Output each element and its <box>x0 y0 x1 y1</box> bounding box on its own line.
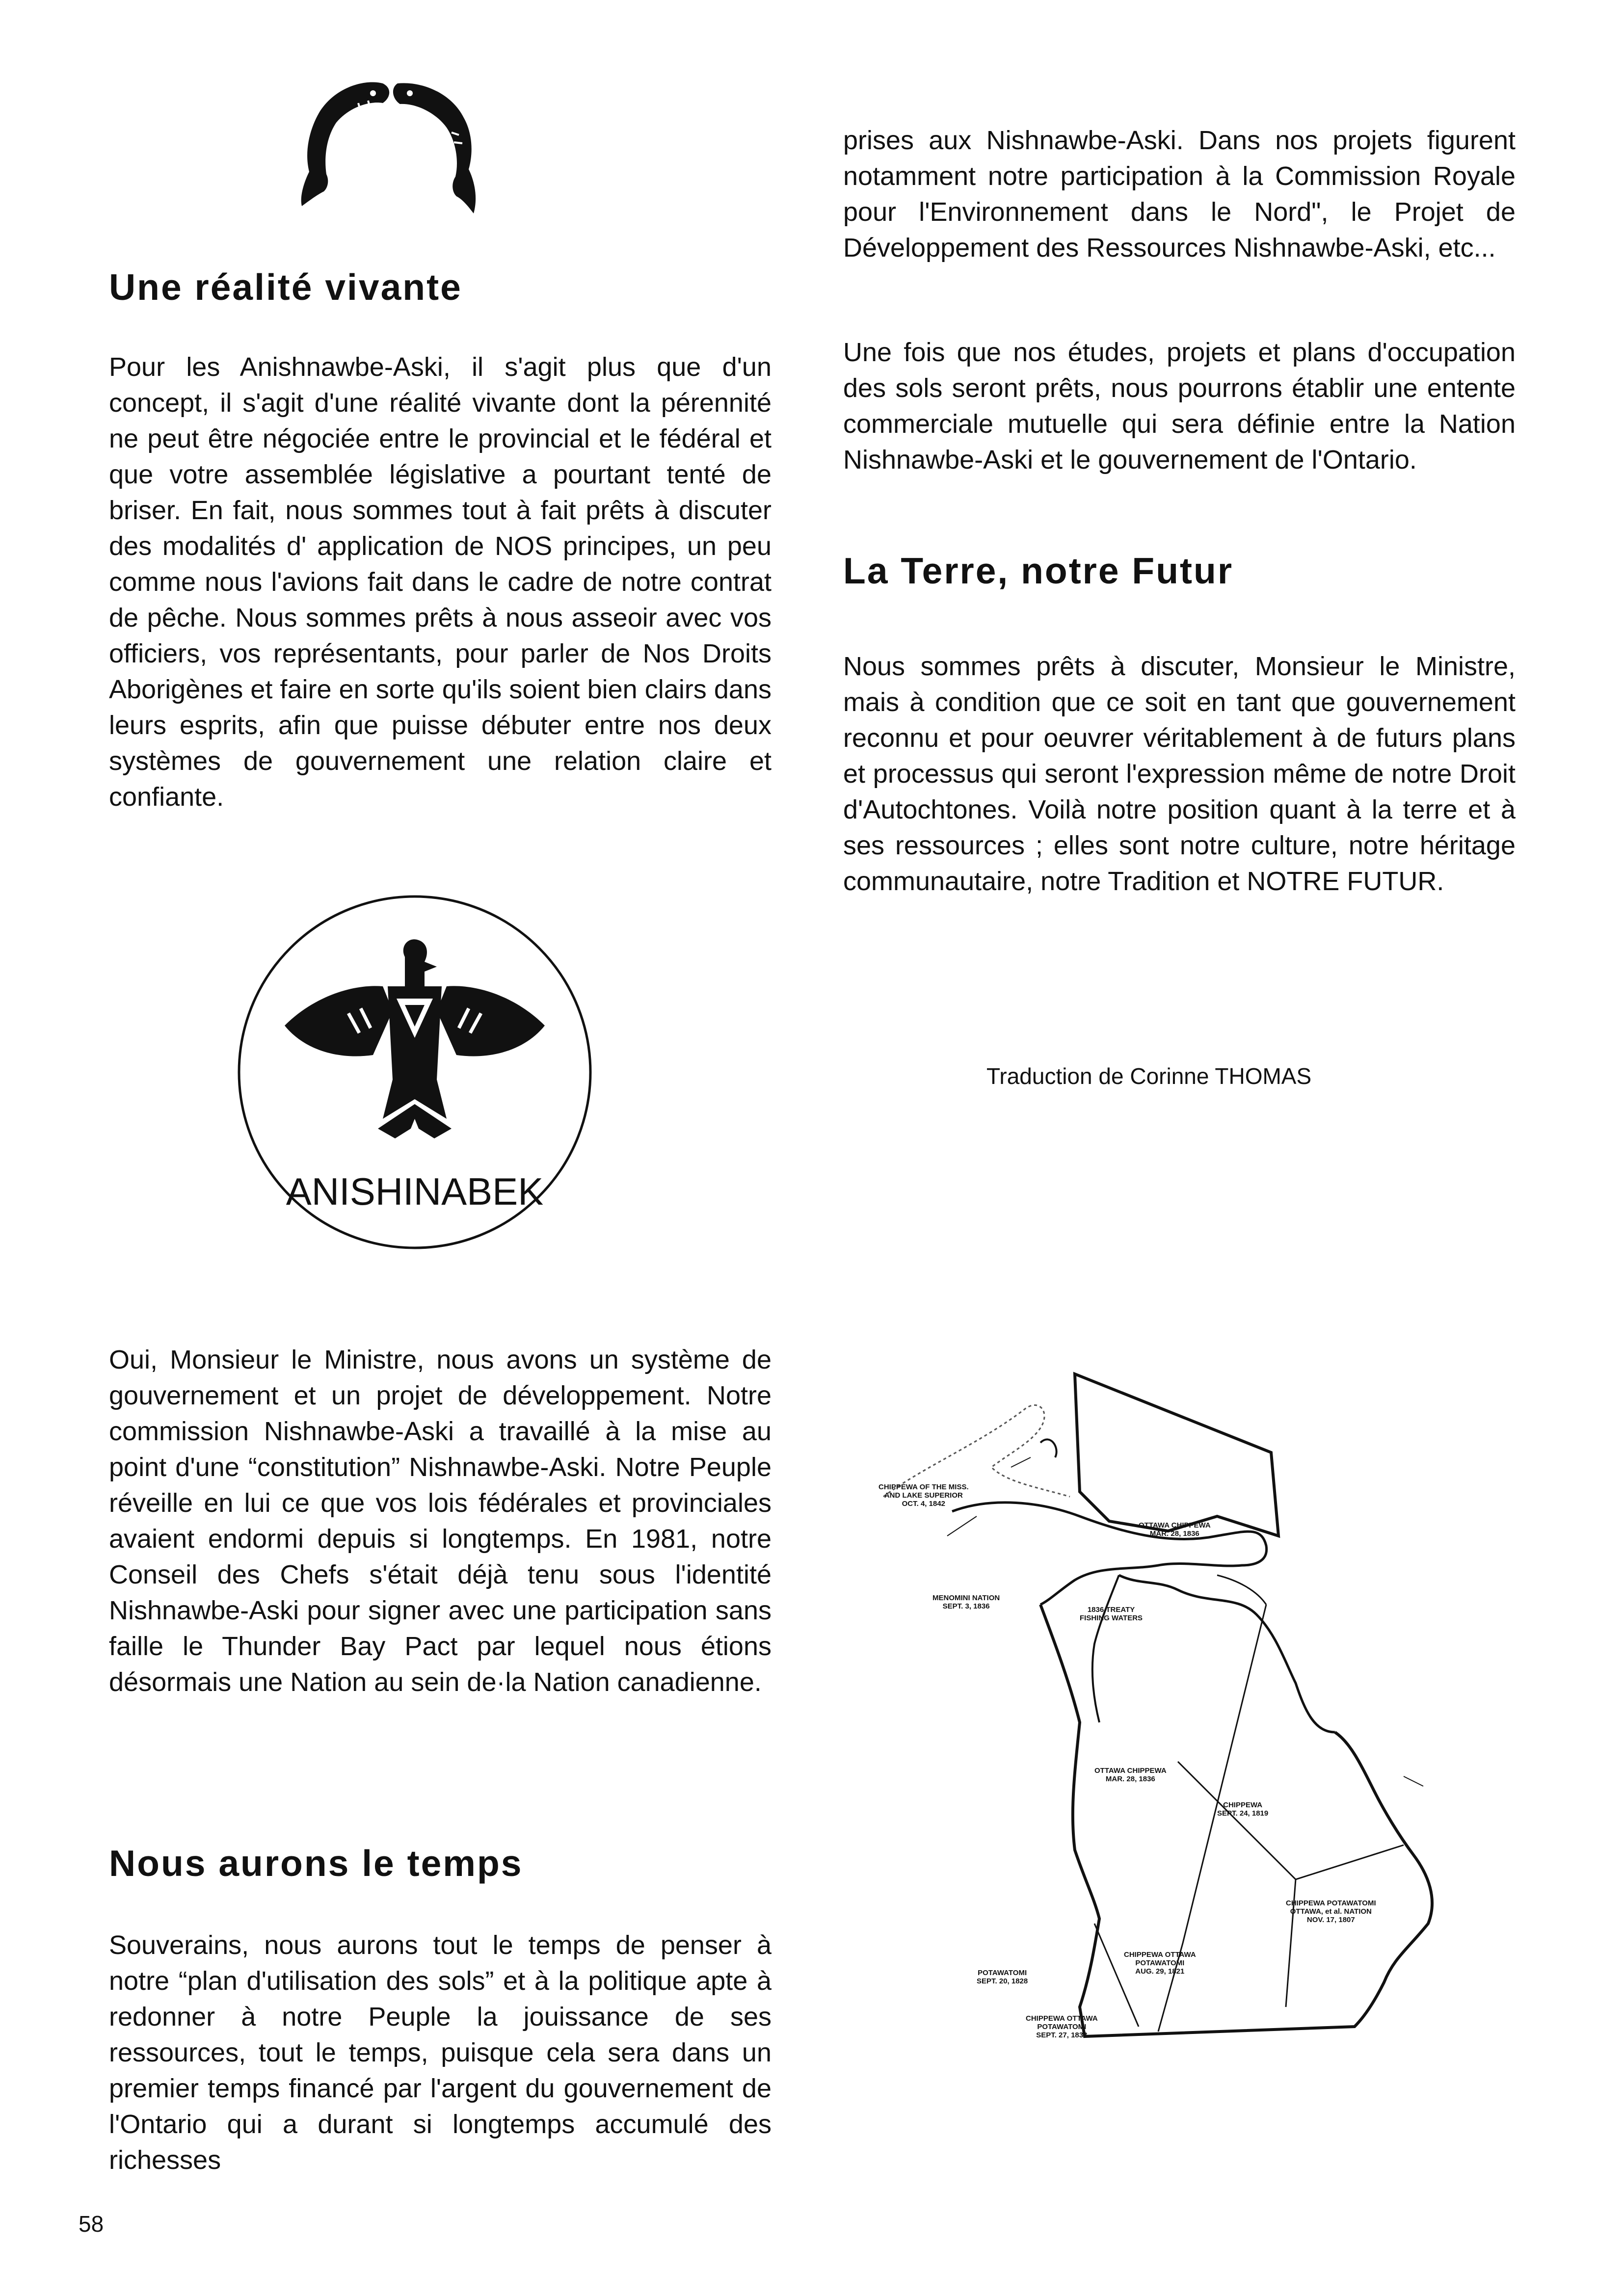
paragraph-nous-aurons-le-temps: Souverains, nous aurons tout le temps de penser à notre “plan d'utilisation des sols” et à la politique apte à redonner à notre Peuple la jouissance de ses ressources, tout le temps, puisque cela sera dans un premier temps financé par l'argent du gouvernement de l'Ontario qui a durant si longtemps accumulé des richesses <box>109 1930 772 2175</box>
map-label: CHIPPEWA OTTAWA POTAWATOMI SEPT. 27, 1833 <box>1026 2014 1098 2039</box>
map-label: OTTAWA CHIPPEWA MAR. 28, 1836 <box>1094 1767 1167 1783</box>
paragraph-terre-futur: Nous sommes prêts à discuter, Monsieur le Ministre, mais à condition que ce soit en tant que gouvernement reconnu et pour oeuvrer véritablement à de futurs plans et processus qui seront l'expression même de notre Droit d'Autochtones. Voilà notre position quant à la terre et à ses ressources ; elles sont notre culture, notre héritage communautaire, notre Tradition et NOTRE FUTUR. <box>843 652 1516 896</box>
map-label: OTTAWA CHIPPEWA MAR. 28, 1836 <box>1139 1521 1211 1538</box>
map-label: POTAWATOMI SEPT. 20, 1828 <box>977 1969 1028 1985</box>
michigan-map-outline <box>864 1369 1453 2115</box>
map-label: CHIPPEWA POTAWATOMI OTTAWA, et al. NATION NOV. 17, 1807 <box>1286 1899 1376 1924</box>
heading-nous-aurons-le-temps: Nous aurons le temps <box>109 1843 523 1884</box>
treaty-map <box>864 1369 1453 2115</box>
map-label: MENOMINI NATION SEPT. 3, 1836 <box>932 1594 1000 1610</box>
heading-la-terre-notre-futur: La Terre, notre Futur <box>843 550 1234 591</box>
translation-credit: Traduction de Corinne THOMAS <box>986 1063 1312 1089</box>
anishinabek-logo <box>231 888 599 1261</box>
paragraph-projets: prises aux Nishnawbe-Aski. Dans nos projets figurent notamment notre participation à la Commission Royale pour l'Environnement dans le Nord", le Projet de Développement des Ressources Nishnawbe-Aski, etc... <box>843 126 1516 263</box>
logo-text: ANISHINABEK <box>286 1170 544 1213</box>
paragraph-systeme-gouvernement: Oui, Monsieur le Ministre, nous avons un système de gouvernement et un projet de développement. Notre commission Nishnawbe-Aski a travaillé à la mise au point d'une “constitution” Nishnawbe-Aski. Notre Peuple réveille en lui ce que vos lois fédérales et provinciales avaient endormi depuis si longtemps. En 1981, notre Conseil des Chefs s'était déjà tenu sous l'identité Nishnawbe-Aski pour signer avec une participation sans faille le Thunder Bay Pact par lequel nous étions désormais une Nation au sein de·la Nation canadienne. <box>109 1345 772 1697</box>
page-number: 58 <box>79 2211 104 2237</box>
paragraph-etudes-projets: Une fois que nos études, projets et plans d'occupation des sols seront prêts, nous pourrons établir une entente commerciale mutuelle qui sera définie entre la Nation Nishnawbe-Aski et le gouvernement de l'Ontario. <box>843 338 1516 475</box>
fish-emblem-icon <box>290 74 496 221</box>
paragraph-realite-vivante: Pour les Anishnawbe-Aski, il s'agit plus que d'un concept, il s'agit d'une réalité vivante dont la pérennité ne peut être négociée entre le provincial et le fédéral et que votre assemblée législative a pourtant tenté de briser. En fait, nous sommes tout à fait prêts à discuter des modalités d' application de NOS principes, un peu comme nous l'avions fait dans le cadre de notre contrat de pêche. Nous sommes prêts à nous asseoir avec vos officiers, vos représentants, pour parler de Nos Droits Aborigènes et faire en sorte qu'ils soient bien clairs dans leurs esprits, afin que puisse débuter entre nos deux systèmes de gouvernement une relation claire et confiante. <box>109 352 772 812</box>
heading-realite-vivante: Une réalité vivante <box>109 266 462 308</box>
thunderbird-icon <box>285 939 545 1143</box>
map-label: 1836 TREATY FISHING WATERS <box>1080 1606 1143 1622</box>
map-label: CHIPPEWA OTTAWA POTAWATOMI AUG. 29, 1821 <box>1124 1951 1196 1976</box>
map-label: CHIPPEWA OF THE MISS. AND LAKE SUPERIOR OCT. 4, 1842 <box>878 1483 969 1508</box>
map-label: CHIPPEWA SEPT. 24, 1819 <box>1217 1801 1269 1818</box>
